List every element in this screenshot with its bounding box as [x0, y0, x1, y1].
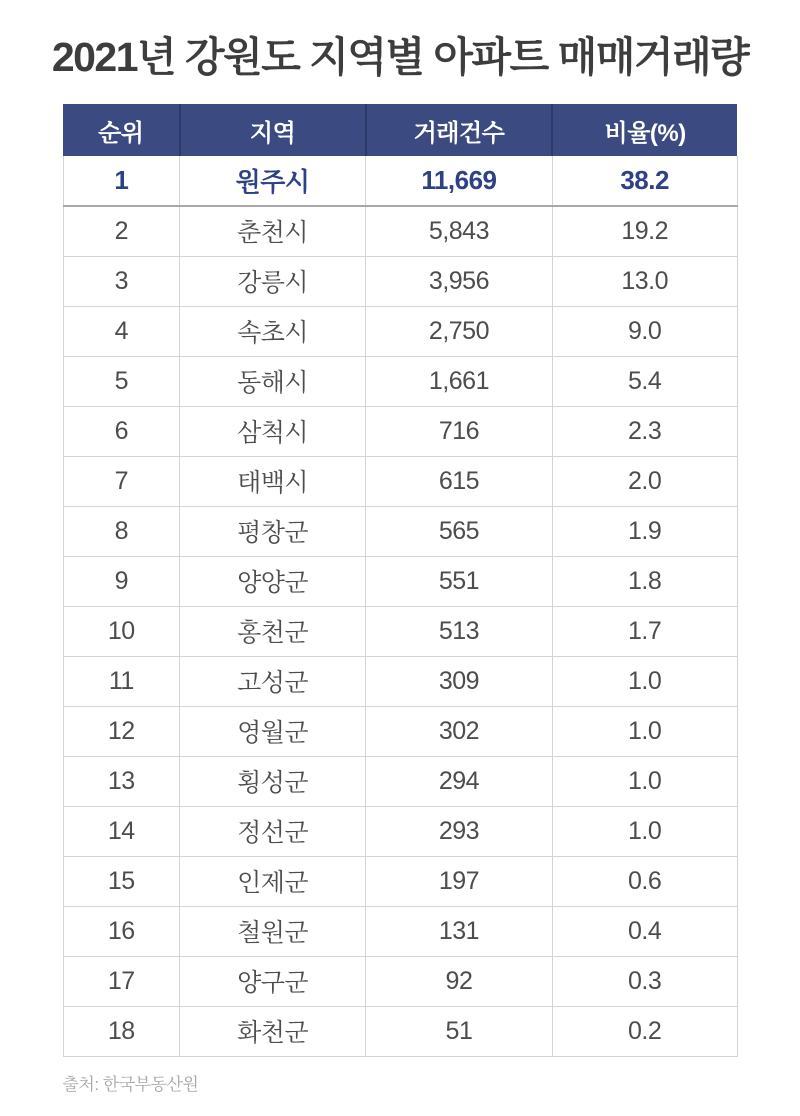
table-row [63, 406, 737, 456]
ratio-cell: 5.4 [552, 356, 737, 406]
region-cell: 고성군 [180, 656, 366, 706]
rank-cell: 1 [63, 156, 180, 206]
table-row [63, 206, 737, 256]
ratio-cell: 38.2 [552, 156, 737, 206]
ratio-cell: 2.3 [552, 406, 737, 456]
rank-cell: 3 [63, 256, 180, 306]
table-row [63, 356, 737, 406]
table-row [63, 156, 737, 206]
count-cell: 11,669 [366, 156, 553, 206]
table-row [63, 1006, 737, 1056]
region-cell: 삼척시 [180, 406, 366, 456]
count-cell: 716 [366, 406, 553, 456]
ratio-cell: 1.9 [552, 506, 737, 556]
region-cell: 춘천시 [180, 206, 366, 256]
rank-cell: 16 [63, 906, 180, 956]
rank-cell: 10 [63, 606, 180, 656]
rank-cell: 13 [63, 756, 180, 806]
region-cell: 속초시 [180, 306, 366, 356]
ratio-cell: 0.3 [552, 956, 737, 1006]
count-cell: 2,750 [366, 306, 553, 356]
table-row [63, 256, 737, 306]
ratio-cell: 1.0 [552, 656, 737, 706]
source-note: 출처: 한국부동산원 [62, 1074, 199, 1094]
region-cell: 동해시 [180, 356, 366, 406]
count-cell: 513 [366, 606, 553, 656]
table-row [63, 306, 737, 356]
rank-cell: 11 [63, 656, 180, 706]
ratio-cell: 1.0 [552, 806, 737, 856]
table-row [63, 606, 737, 656]
region-cell: 태백시 [180, 456, 366, 506]
ratio-cell: 9.0 [552, 306, 737, 356]
rank-cell: 6 [63, 406, 180, 456]
rank-cell: 5 [63, 356, 180, 406]
region-cell: 양양군 [180, 556, 366, 606]
region-cell: 정선군 [180, 806, 366, 856]
table-row [63, 756, 737, 806]
count-cell: 5,843 [366, 206, 553, 256]
count-cell: 309 [366, 656, 553, 706]
count-cell: 615 [366, 456, 553, 506]
count-cell: 302 [366, 706, 553, 756]
count-cell: 294 [366, 756, 553, 806]
ratio-cell: 1.7 [552, 606, 737, 656]
col-header-rank: 순위 [63, 104, 180, 156]
region-cell: 화천군 [180, 1006, 366, 1056]
count-cell: 1,661 [366, 356, 553, 406]
region-cell: 인제군 [180, 856, 366, 906]
rank-cell: 9 [63, 556, 180, 606]
table-row [63, 556, 737, 606]
ratio-cell: 0.4 [552, 906, 737, 956]
region-cell: 원주시 [180, 156, 366, 206]
region-cell: 횡성군 [180, 756, 366, 806]
region-cell: 양구군 [180, 956, 366, 1006]
col-header-ratio: 비율(%) [552, 104, 737, 156]
count-cell: 131 [366, 906, 553, 956]
ratio-cell: 0.6 [552, 856, 737, 906]
rank-cell: 8 [63, 506, 180, 556]
rank-cell: 7 [63, 456, 180, 506]
ratio-cell: 13.0 [552, 256, 737, 306]
count-cell: 551 [366, 556, 553, 606]
count-cell: 293 [366, 806, 553, 856]
rank-cell: 4 [63, 306, 180, 356]
rank-cell: 14 [63, 806, 180, 856]
table-row [63, 506, 737, 556]
region-cell: 영월군 [180, 706, 366, 756]
table-row [63, 906, 737, 956]
table-row [63, 656, 737, 706]
ratio-cell: 1.0 [552, 756, 737, 806]
rank-cell: 2 [63, 206, 180, 256]
rank-cell: 12 [63, 706, 180, 756]
col-header-count: 거래건수 [366, 104, 553, 156]
region-cell: 철원군 [180, 906, 366, 956]
region-cell: 평창군 [180, 506, 366, 556]
table-row [63, 956, 737, 1006]
count-cell: 92 [366, 956, 553, 1006]
table-row [63, 806, 737, 856]
count-cell: 565 [366, 506, 553, 556]
count-cell: 197 [366, 856, 553, 906]
rank-cell: 18 [63, 1006, 180, 1056]
table-row [63, 706, 737, 756]
page-title: 2021년 강원도 지역별 아파트 매매거래량 [51, 34, 749, 80]
table-row [63, 856, 737, 906]
ratio-cell: 19.2 [552, 206, 737, 256]
table-row [63, 456, 737, 506]
ratio-cell: 1.8 [552, 556, 737, 606]
table-header-row [63, 104, 737, 156]
count-cell: 51 [366, 1006, 553, 1056]
ratio-cell: 0.2 [552, 1006, 737, 1056]
region-sales-table [63, 104, 738, 1057]
ratio-cell: 1.0 [552, 706, 737, 756]
region-cell: 강릉시 [180, 256, 366, 306]
ratio-cell: 2.0 [552, 456, 737, 506]
col-header-region: 지역 [180, 104, 366, 156]
rank-cell: 17 [63, 956, 180, 1006]
region-cell: 홍천군 [180, 606, 366, 656]
count-cell: 3,956 [366, 256, 553, 306]
rank-cell: 15 [63, 856, 180, 906]
